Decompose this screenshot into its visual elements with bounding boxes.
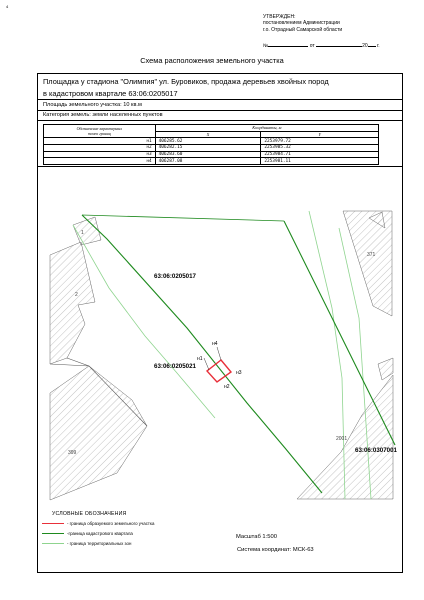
scale-text: Масштаб 1:500 [236, 534, 277, 540]
table-row [44, 145, 379, 152]
x-cell: 406283.60 [155, 151, 261, 158]
legend-item-zone [42, 541, 131, 546]
table-row [44, 138, 379, 145]
n1-leader [204, 358, 209, 370]
legend-label-parcel: - граница образуемого земельного участка [67, 521, 155, 526]
parcel-label-1: 1 [81, 230, 84, 236]
coords-head-y: Y [261, 131, 379, 138]
crs-text: Система координат: МСК-63 [237, 547, 314, 553]
approval-block [263, 14, 342, 33]
legend-title: УСЛОВНЫЕ ОБОЗНАЧЕНИЯ [52, 511, 127, 517]
table-separator [37, 166, 403, 167]
year-suffix: г. [377, 43, 380, 49]
parcel-label-2001: 2001 [336, 436, 348, 442]
category-text: Категория земель: земли населенных пунктов [43, 112, 163, 118]
coords-head-label-2: точек границ [87, 131, 111, 137]
from-label: от [309, 43, 315, 49]
year-label: 20 [362, 43, 368, 49]
quarter-label-center: 63:06:0205021 [154, 363, 196, 370]
parcel-2-area [50, 242, 95, 364]
quarter-label-right: 63:06:0307001 [355, 447, 397, 454]
header-line-2: в кадастровом квартале 63:06:0205017 [43, 89, 178, 98]
quarter-label-top: 63:06:0205017 [154, 273, 196, 280]
parcel-small-right-area [378, 358, 393, 380]
date-blank [316, 42, 362, 47]
number-prefix: № [263, 43, 269, 49]
cadastral-boundary-top [82, 215, 284, 221]
parcel-label-399: 399 [68, 450, 77, 456]
legend-label-zone: - граница территориальных зон [67, 541, 132, 546]
point-label-n1: н1 [197, 356, 203, 362]
coords-head-label-1: Обозначение характерных [76, 126, 123, 132]
parcel-label-371: 371 [367, 252, 376, 258]
y-cell: 2253981.11 [261, 158, 379, 165]
y-cell: 2253984.71 [261, 151, 379, 158]
x-cell: 406285.62 [155, 138, 261, 145]
parcel-399-area [50, 366, 147, 500]
x-cell: 406287.08 [155, 158, 261, 165]
number-blank [268, 42, 308, 47]
legend-swatch-zone [42, 543, 64, 544]
point-cell: н3 [44, 151, 156, 158]
y-cell: 2253979.72 [261, 138, 379, 145]
coords-head-points [44, 125, 156, 138]
coords-head-group: Координаты, м [155, 125, 378, 132]
category-separator [37, 120, 403, 121]
point-label-n3: н3 [236, 370, 242, 376]
legend-item-parcel [42, 521, 154, 526]
table-row [44, 151, 379, 158]
legend-label-cadastral: -граница кадастрового квартала [67, 531, 133, 536]
point-cell: н1 [44, 138, 156, 145]
point-cell: н2 [44, 145, 156, 152]
approval-number-line [263, 42, 403, 49]
parcel-upper-strip-area [73, 217, 101, 245]
legend-item-cadastral [42, 531, 133, 536]
y-cell: 2253985.32 [261, 145, 379, 152]
parcel-label-2: 2 [75, 292, 78, 298]
point-label-n4: н4 [212, 341, 218, 347]
approval-line-2: постановлением Администрации [263, 20, 340, 27]
legend-swatch-cadastral [42, 533, 64, 534]
coords-head-x: X [155, 131, 261, 138]
header-line-1: Площадка у стадиона "Олимпия" ул. Буровиков, продажа деревьев хвойных пород [43, 77, 329, 86]
year-blank [368, 42, 376, 47]
page-mark: 4 [6, 4, 9, 9]
approval-line-1: УТВЕРЖДЕН: [263, 14, 296, 20]
legend-swatch-parcel [42, 523, 64, 524]
parcel-lower-outline [50, 364, 89, 366]
header-separator [37, 99, 403, 100]
coordinates-table [43, 124, 379, 165]
cadastral-map [37, 168, 403, 504]
n4-leader [217, 347, 221, 360]
table-row [44, 158, 379, 165]
area-separator [37, 110, 403, 111]
point-cell: н4 [44, 158, 156, 165]
approval-line-3: г.о. Отрадный Самарской области [263, 26, 343, 33]
point-label-n2: н2 [224, 384, 230, 390]
area-text: Площадь земельного участка: 10 кв.м [43, 102, 142, 108]
x-cell: 406282.15 [155, 145, 261, 152]
document-title: Схема расположения земельного участка [140, 56, 284, 65]
